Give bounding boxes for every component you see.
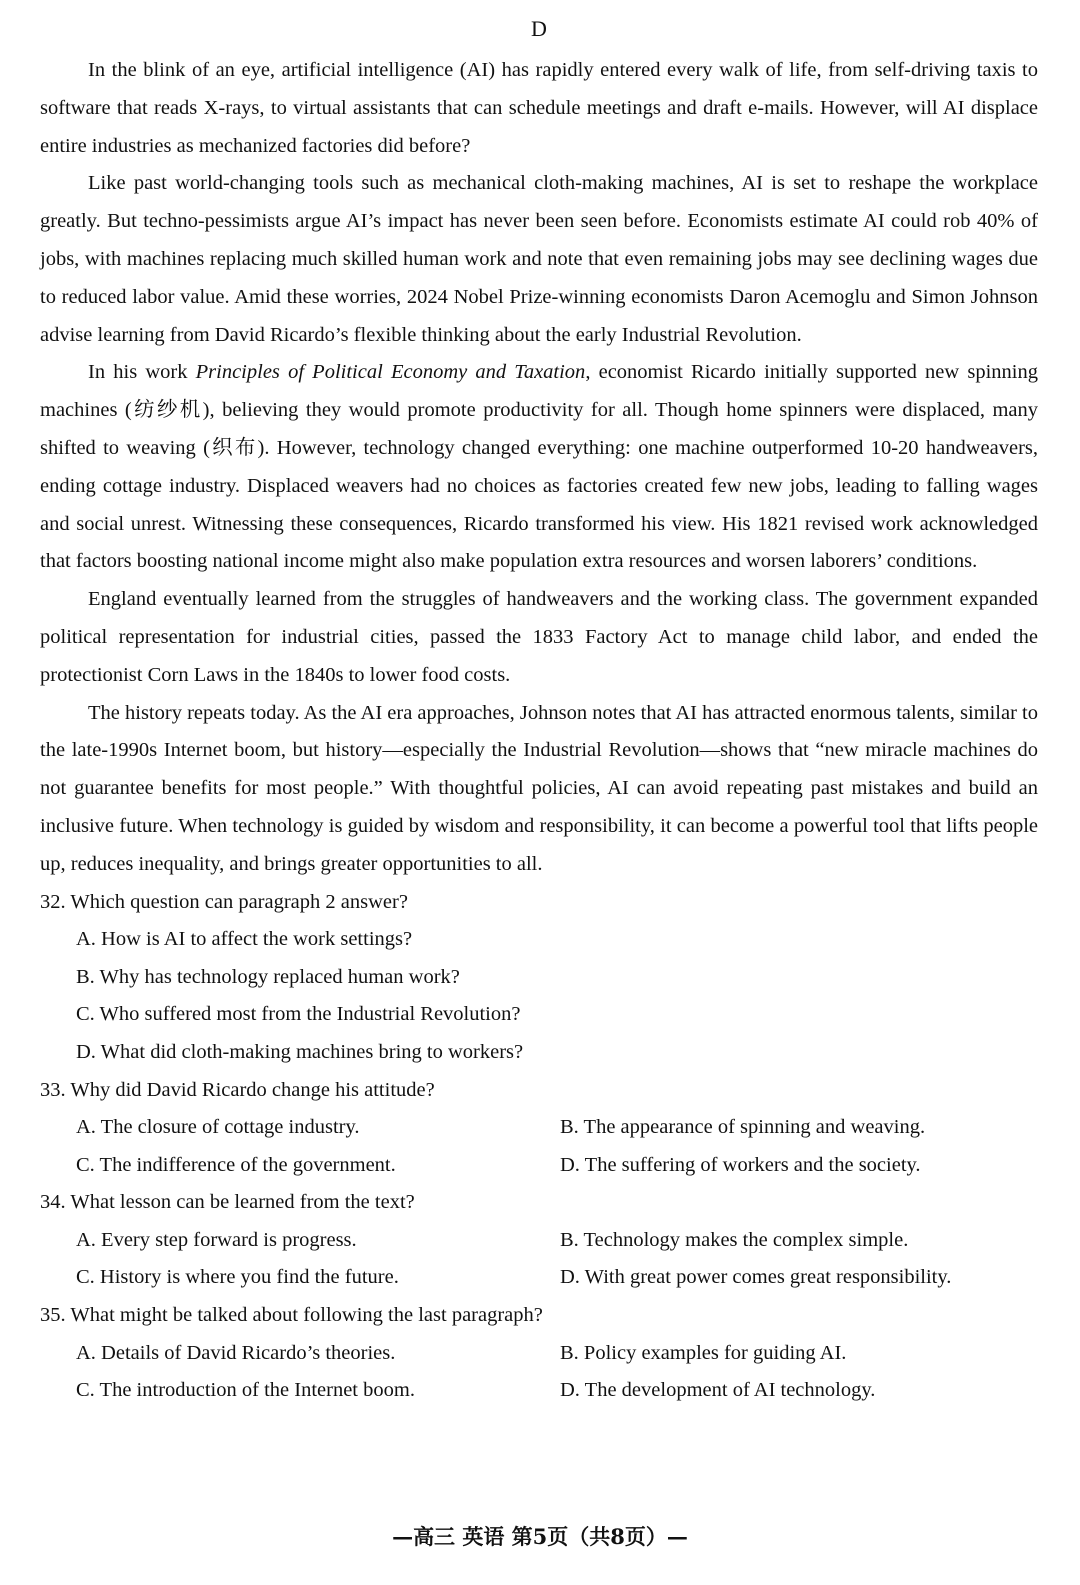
question-stem: 35. What might be talked about following the last paragraph? bbox=[40, 1304, 543, 1327]
option-list bbox=[40, 1222, 1038, 1297]
option-b: B. The appearance of spinning and weaving. bbox=[560, 1116, 926, 1139]
option-c: C. The indifference of the government. bbox=[76, 1153, 396, 1176]
passage-paragraph-1: In the blink of an eye, artificial intelligence (AI) has rapidly entered every walk of life, from self-driving taxis to software that reads X-rays, to virtual assistants that can schedule meetings and draft e-mails. However, will AI displace entire industries as mechanized factories did before? bbox=[40, 59, 1038, 157]
option-list bbox=[40, 921, 1038, 1071]
section-heading: D bbox=[531, 16, 547, 41]
option-row bbox=[76, 1222, 1038, 1260]
exam-page bbox=[40, 14, 1038, 1410]
option-d: D. With great power comes great responsibility. bbox=[560, 1266, 952, 1289]
option-list bbox=[40, 1109, 1038, 1184]
option-a: A. Every step forward is progress. bbox=[76, 1228, 357, 1251]
question-stem: 32. Which question can paragraph 2 answer? bbox=[40, 890, 408, 913]
passage-paragraph-4: England eventually learned from the struggles of handweavers and the working class. The government expanded political representation for industrial cities, passed the 1833 Factory Act to manage child labor, and ended the protectionist Corn Laws in the 1840s to lower food costs. bbox=[40, 588, 1038, 686]
option-b: B. Why has technology replaced human work? bbox=[76, 965, 460, 988]
option-row bbox=[76, 1335, 1038, 1373]
book-title: Principles of Political Economy and Taxation bbox=[195, 361, 586, 384]
passage-paragraph-5: The history repeats today. As the AI era approaches, Johnson notes that AI has attracted enormous talents, similar to the late-1990s Internet boom, but history—especially the Industrial Revolution—shows that “new miracle machines do not guarantee benefits for most people.” With thoughtful policies, AI can avoid repeating past mistakes and build an inclusive future. When technology is guided by wisdom and responsibility, it can become a powerful tool that lifts people up, reduces inequality, and brings greater opportunities to all. bbox=[40, 701, 1038, 875]
question-stem: 34. What lesson can be learned from the text? bbox=[40, 1191, 415, 1214]
question-33 bbox=[40, 1072, 1038, 1185]
option-row bbox=[76, 1372, 1038, 1410]
question-32 bbox=[40, 884, 1038, 1072]
option-c: C. The introduction of the Internet boom. bbox=[76, 1379, 415, 1402]
option-a: A. How is AI to affect the work settings? bbox=[76, 928, 413, 951]
question-35 bbox=[40, 1297, 1038, 1410]
option-row bbox=[76, 1259, 1038, 1297]
question-stem: 33. Why did David Ricardo change his attitude? bbox=[40, 1078, 435, 1101]
option-d: D. The development of AI technology. bbox=[560, 1379, 876, 1402]
page-footer: —高三 英语 第5页（共8页）— bbox=[392, 1524, 688, 1549]
passage-paragraph-3 bbox=[40, 354, 1038, 581]
option-a: A. The closure of cottage industry. bbox=[76, 1116, 360, 1139]
option-list bbox=[40, 1335, 1038, 1410]
option-c: C. History is where you find the future. bbox=[76, 1266, 399, 1289]
question-34 bbox=[40, 1184, 1038, 1297]
option-b: B. Policy examples for guiding AI. bbox=[560, 1341, 847, 1364]
option-row bbox=[76, 1109, 1038, 1147]
paragraph-3-intro: In his work bbox=[88, 361, 196, 384]
option-c: C. Who suffered most from the Industrial Revolution? bbox=[76, 1003, 521, 1026]
paragraph-3-body: , economist Ricardo initially supported new spinning machines (纺纱机), believing they would promote productivity for all. Though home spinners were displaced, many shifted to weaving (织布). However, technology changed everything: one machine outperformed 10-20 handweavers, ending cottage industry. Displaced weavers had no choices as factories created few new jobs, leading to falling wages and social unrest. Witnessing these consequences, Ricardo transformed his view. His 1821 revised work acknowledged that factors boosting national income might also make population extra resources and worsen laborers’ conditions. bbox=[40, 361, 1038, 573]
option-d: D. The suffering of workers and the society. bbox=[560, 1153, 921, 1176]
option-a: A. Details of David Ricardo’s theories. bbox=[76, 1341, 396, 1364]
option-b: B. Technology makes the complex simple. bbox=[560, 1228, 909, 1251]
option-row bbox=[76, 1147, 1038, 1185]
option-d: D. What did cloth-making machines bring to workers? bbox=[76, 1040, 524, 1063]
passage-paragraph-2: Like past world-changing tools such as mechanical cloth-making machines, AI is set to reshape the workplace greatly. But techno-pessimists argue AI’s impact has never been seen before. Economists estimate AI could rob 40% of jobs, with machines replacing much skilled human work and note that even remaining jobs may see declining wages due to reduced labor value. Amid these worries, 2024 Nobel Prize-winning economists Daron Acemoglu and Simon Johnson advise learning from David Ricardo’s flexible thinking about the early Industrial Revolution. bbox=[40, 172, 1038, 346]
